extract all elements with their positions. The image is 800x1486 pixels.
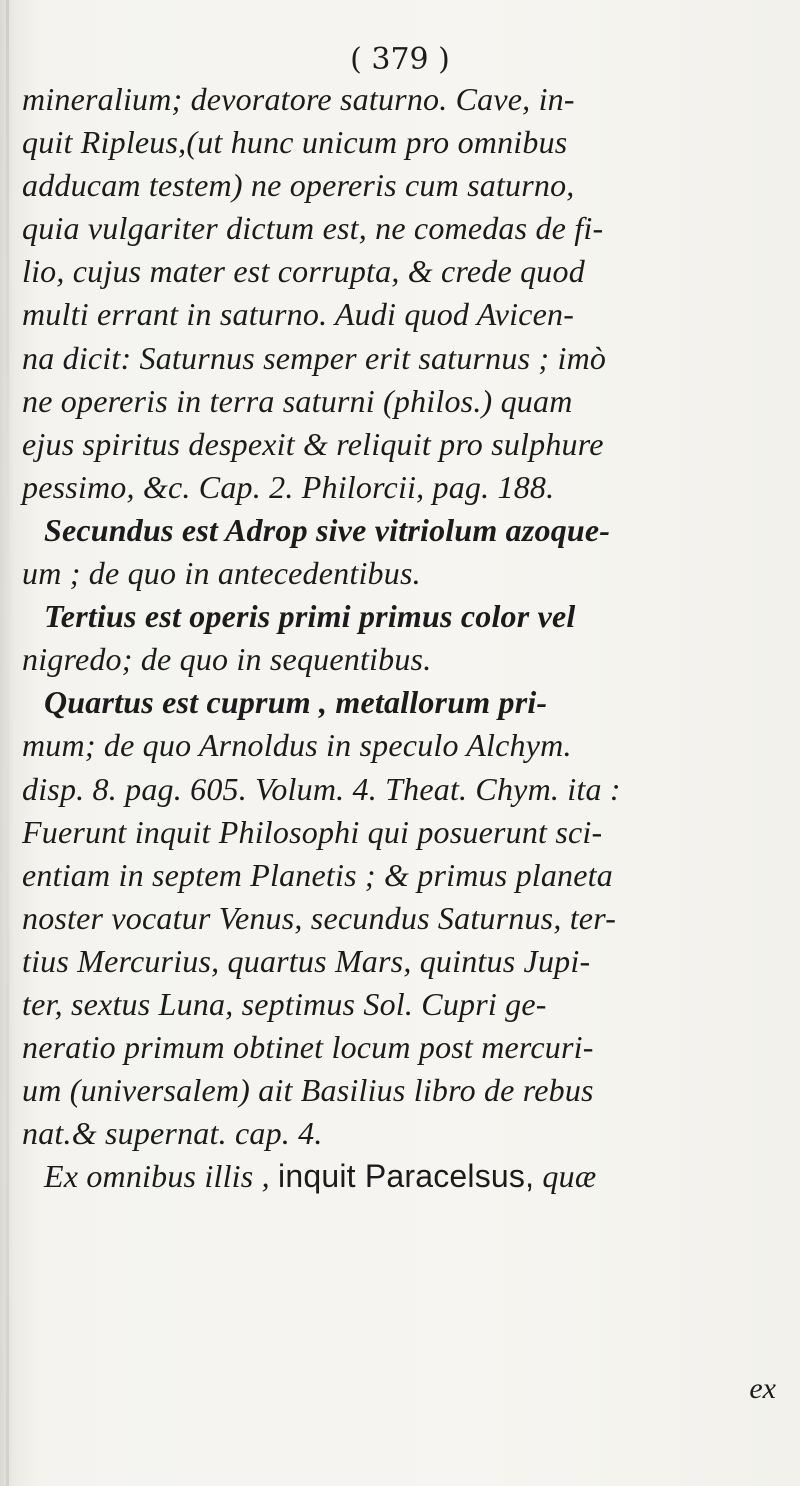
text-line: mineralium; devoratore saturno. Cave, in- bbox=[22, 81, 575, 117]
text-line: lio, cujus mater est corrupta, & crede quod bbox=[22, 253, 585, 290]
text-line: quit Ripleus,(ut hunc unicum pro omnibus bbox=[22, 124, 568, 161]
text-line: multi errant in saturno. Audi quod Avicen- bbox=[22, 296, 575, 333]
text-line: na dicit: Saturnus semper erit saturnus ; imò bbox=[22, 339, 607, 376]
text-line: um (universalem) ait Basilius libro de rebus bbox=[22, 1072, 594, 1109]
text-line: entiam in septem Planetis ; & primus planeta bbox=[22, 856, 613, 893]
page-number: ( 379 ) bbox=[350, 42, 450, 77]
final-line-end: quæ bbox=[542, 1158, 597, 1195]
paragraph-start-line: Tertius est operis primi primus color vel bbox=[44, 598, 576, 635]
text-line: noster vocatur Venus, secundus Saturnus, ter- bbox=[22, 899, 617, 936]
paragraph-start-line: Quartus est cuprum , metallorum pri- bbox=[44, 684, 548, 721]
paragraph-start-line: Secundus est Adrop sive vitriolum azoque- bbox=[44, 511, 611, 548]
text-line: disp. 8. pag. 605. Volum. 4. Theat. Chym. ita : bbox=[22, 770, 621, 807]
text-line: ter, sextus Luna, septimus Sol. Cupri ge- bbox=[22, 985, 547, 1022]
final-line-roman: inquit Paracelsus, bbox=[278, 1158, 535, 1195]
text-line: mum; de quo Arnoldus in speculo Alchym. bbox=[22, 727, 572, 764]
catchword: ex bbox=[749, 1372, 776, 1405]
text-line: nigredo; de quo in sequentibus. bbox=[22, 641, 432, 678]
text-line: Fuerunt inquit Philosophi qui posuerunt sci- bbox=[22, 813, 603, 850]
text-line: tius Mercurius, quartus Mars, quintus Jupi- bbox=[22, 942, 591, 979]
text-line: ejus spiritus despexit & reliquit pro sulphure bbox=[22, 425, 604, 462]
text-line: neratio primum obtinet locum post mercuri- bbox=[22, 1029, 594, 1066]
final-line-italic: Ex omnibus illis , bbox=[44, 1158, 270, 1195]
body-text bbox=[22, 78, 792, 1198]
text-line: um ; de quo in antecedentibus. bbox=[22, 555, 421, 592]
text-line: pessimo, &c. Cap. 2. Philorcii, pag. 188. bbox=[22, 468, 555, 505]
page-gutter bbox=[6, 0, 9, 1486]
text-line: adducam testem) ne opereris cum saturno, bbox=[22, 167, 575, 204]
text-line: quia vulgariter dictum est, ne comedas de fi- bbox=[22, 210, 604, 247]
final-paragraph-line bbox=[22, 1155, 792, 1198]
text-line: ne opereris in terra saturni (philos.) quam bbox=[22, 382, 573, 419]
text-line: nat.& supernat. cap. 4. bbox=[22, 1115, 323, 1152]
